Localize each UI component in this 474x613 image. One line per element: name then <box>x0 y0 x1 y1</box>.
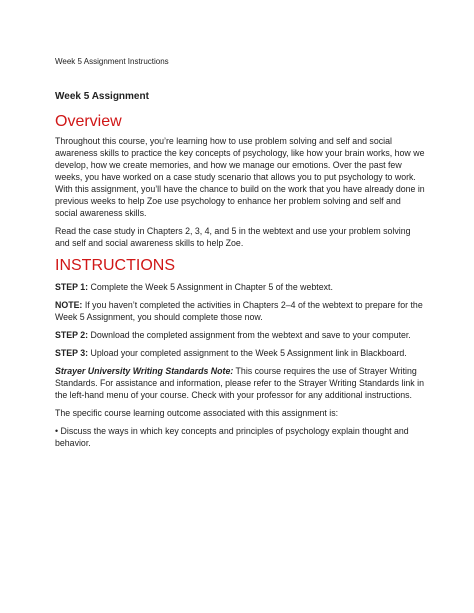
writing-standards-paragraph <box>55 365 425 401</box>
step-2-text: Download the completed assignment from the webtext and save to your computer. <box>88 330 411 340</box>
overview-heading: Overview <box>55 113 122 130</box>
step-1-text: Complete the Week 5 Assignment in Chapter 5 of the webtext. <box>88 282 333 292</box>
learning-outcome-bullet: • Discuss the ways in which key concepts and principles of psychology explain thought and behavior. <box>55 426 409 448</box>
step-1-label: STEP 1: <box>55 282 89 292</box>
step-3-text: Upload your completed assignment to the Week 5 Assignment link in Blackboard. <box>88 348 407 358</box>
document-header: Week 5 Assignment Instructions <box>55 57 169 66</box>
document-content <box>55 57 425 449</box>
instructions-heading: INSTRUCTIONS <box>55 257 175 274</box>
overview-paragraph-1: Throughout this course, you’re learning how to use problem solving and self and social awareness skills to practice the key concepts of psychology, like how your brain works, how we develop, how we create memories, and how we manage our emotions. Over the past few weeks, you have worked on a case study scenario that allows you to put psychology to work. With this assignment, you’ll have the chance to build on the work that you have already done in previous weeks to help Zoe use psychology to enhance her problem solving and self and social awareness skills. <box>55 136 425 218</box>
overview-paragraph-2: Read the case study in Chapters 2, 3, 4, and 5 in the webtext and use your problem solving and self and social awareness skills to help Zoe. <box>55 226 411 248</box>
note-label: NOTE: <box>55 300 83 310</box>
step-3-paragraph <box>55 347 425 359</box>
step-3-label: STEP 3: <box>55 348 89 358</box>
step-2-label: STEP 2: <box>55 330 89 340</box>
writing-standards-label: Strayer University Writing Standards Note: <box>55 366 234 376</box>
step-1-paragraph <box>55 281 425 293</box>
assignment-title: Week 5 Assignment <box>55 91 149 102</box>
writing-standards-text: This course requires the use of Strayer Writing Standards. For assistance and information, please refer to the Strayer Writing Standards link in the left-hand menu of your course. Check with your professor for any additional instructions. <box>55 366 425 400</box>
note-text: If you haven’t completed the activities in Chapters 2–4 of the webtext to prepare for the Week 5 Assignment, you should complete those now. <box>55 300 423 322</box>
step-2-paragraph <box>55 329 425 341</box>
learning-outcome-intro: The specific course learning outcome associated with this assignment is: <box>55 408 339 418</box>
note-paragraph <box>55 299 425 323</box>
